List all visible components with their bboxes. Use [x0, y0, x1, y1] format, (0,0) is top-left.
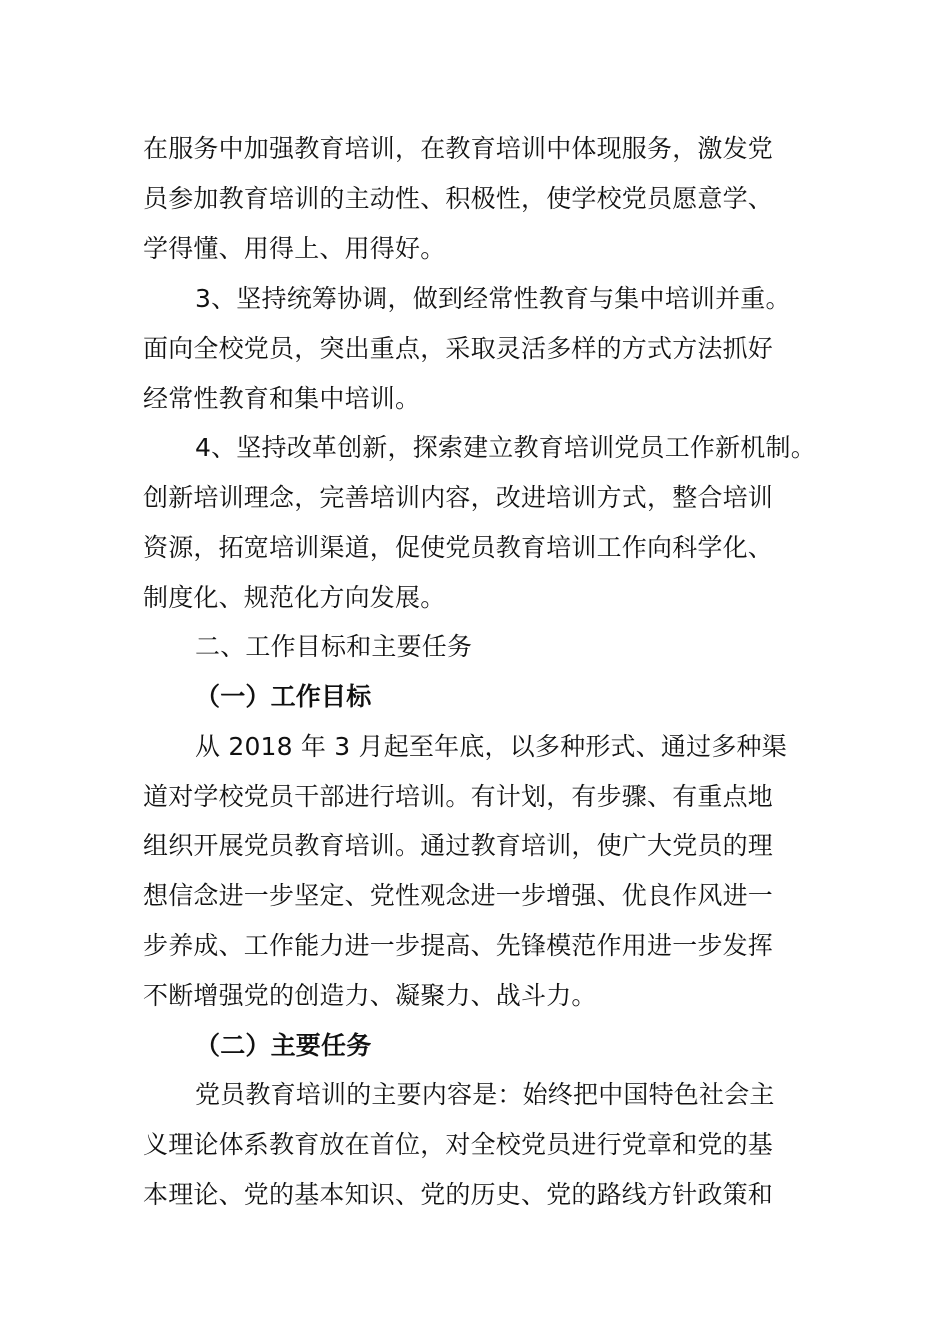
paragraph-line-3: 学得懂、用得上、用得好。 — [143, 234, 446, 263]
paragraph-line-5: 面向全校党员，突出重点，采取灵活多样的方式方法抓好 — [143, 334, 774, 363]
paragraph-line-14: 道对学校党员干部进行培训。有计划，有步骤、有重点地 — [143, 782, 774, 811]
paragraph-line-22: 本理论、党的基本知识、党的历史、党的路线方针政策和 — [143, 1180, 774, 1209]
paragraph-line-21: 义理论体系教育放在首位，对全校党员进行党章和党的基 — [143, 1130, 774, 1159]
section-heading-2: 二、工作目标和主要任务 — [195, 632, 473, 661]
paragraph-line-16: 想信念进一步坚定、党性观念进一步增强、优良作风进一 — [143, 881, 774, 910]
paragraph-line-17: 步养成、工作能力进一步提高、先锋模范作用进一步发挥 — [143, 931, 774, 960]
paragraph-line-2: 员参加教育培训的主动性、积极性，使学校党员愿意学、 — [143, 184, 774, 213]
paragraph-line-6: 经常性教育和集中培训。 — [143, 384, 421, 413]
paragraph-line-9: 资源，拓宽培训渠道，促使党员教育培训工作向科学化、 — [143, 533, 774, 562]
paragraph-line-15: 组织开展党员教育培训。通过教育培训，使广大党员的理 — [143, 831, 774, 860]
subheading-work-goal: （一）工作目标 — [195, 682, 372, 711]
paragraph-line-8: 创新培训理念，完善培训内容，改进培训方式，整合培训 — [143, 483, 774, 512]
paragraph-line-7: 4、坚持改革创新，探索建立教育培训党员工作新机制。 — [195, 433, 816, 462]
paragraph-line-1: 在服务中加强教育培训，在教育培训中体现服务，激发党 — [143, 134, 774, 163]
paragraph-line-20: 党员教育培训的主要内容是：始终把中国特色社会主 — [195, 1080, 775, 1109]
subheading-main-tasks: （二）主要任务 — [195, 1031, 372, 1060]
paragraph-line-13: 从 2018 年 3 月起至年底，以多种形式、通过多种渠 — [195, 732, 787, 761]
paragraph-line-4: 3、坚持统筹协调，做到经常性教育与集中培训并重。 — [195, 284, 791, 313]
paragraph-line-10: 制度化、规范化方向发展。 — [143, 583, 446, 612]
paragraph-line-18: 不断增强党的创造力、凝聚力、战斗力。 — [143, 981, 597, 1010]
